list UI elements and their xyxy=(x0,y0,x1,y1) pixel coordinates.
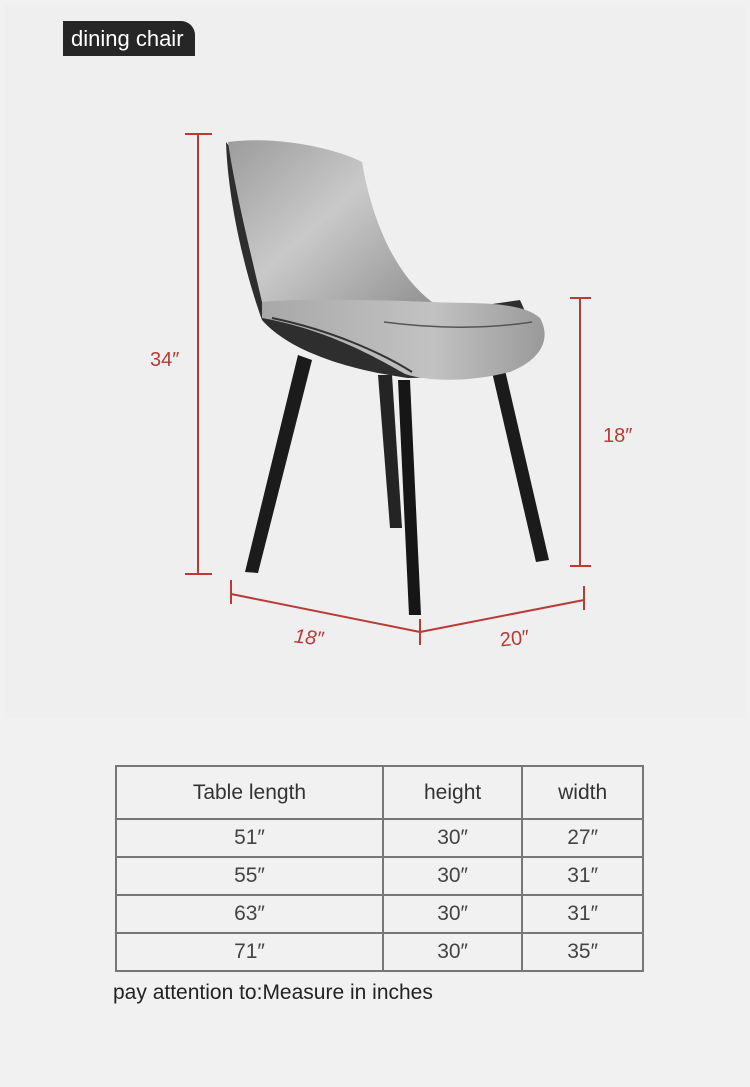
cell-height: 30″ xyxy=(383,895,522,933)
table-header-row xyxy=(116,766,643,819)
header-height: height xyxy=(383,766,522,819)
product-type-tag: dining chair xyxy=(63,21,195,56)
cell-length: 51″ xyxy=(116,819,383,857)
table-size-chart xyxy=(115,765,644,972)
table-row xyxy=(116,819,643,857)
cell-width: 35″ xyxy=(522,933,643,971)
header-width: width xyxy=(522,766,643,819)
chair-legs xyxy=(245,355,549,615)
total-height-label: 34″ xyxy=(150,349,180,371)
cell-length: 55″ xyxy=(116,857,383,895)
cell-height: 30″ xyxy=(383,857,522,895)
table-row xyxy=(116,933,643,971)
seat-height-label: 18″ xyxy=(603,425,633,447)
cell-length: 71″ xyxy=(116,933,383,971)
cell-height: 30″ xyxy=(383,819,522,857)
cell-width: 31″ xyxy=(522,895,643,933)
depth-label: 18″ xyxy=(292,625,325,651)
cell-length: 63″ xyxy=(116,895,383,933)
table-row xyxy=(116,857,643,895)
cell-width: 31″ xyxy=(522,857,643,895)
measurement-note: pay attention to:Measure in inches xyxy=(113,981,433,1004)
width-label: 20″ xyxy=(498,626,531,652)
table-row xyxy=(116,895,643,933)
cell-width: 27″ xyxy=(522,819,643,857)
header-table-length: Table length xyxy=(116,766,383,819)
cell-height: 30″ xyxy=(383,933,522,971)
